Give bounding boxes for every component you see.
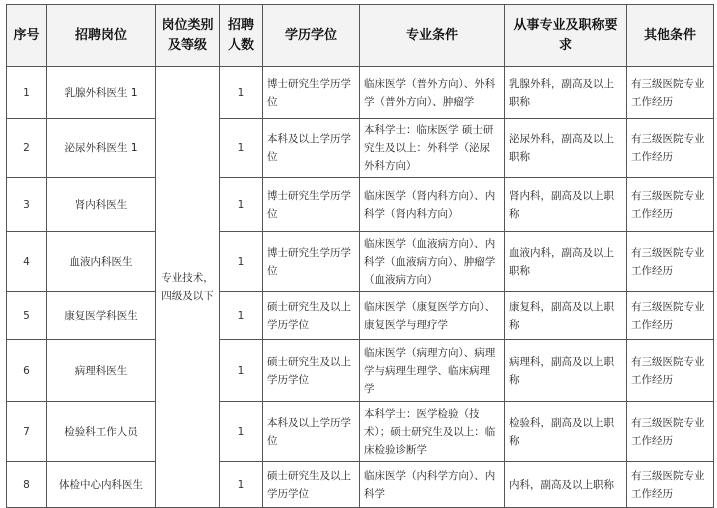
row-position: 血液内科医生 xyxy=(47,232,156,292)
header-row xyxy=(7,5,714,67)
row-major: 临床医学（血液病方向）、内科学（血液病方向）、肿瘤学（血液病方向） xyxy=(360,232,505,292)
row-education: 博士研究生学历学位 xyxy=(263,178,360,232)
header-other: 其他条件 xyxy=(627,5,714,67)
row-count: 1 xyxy=(220,232,263,292)
table-row xyxy=(7,340,714,402)
table-row xyxy=(7,462,714,508)
row-position: 康复医学科医生 xyxy=(47,292,156,340)
row-education: 硕士研究生及以上学历学位 xyxy=(263,340,360,402)
row-major: 临床医学（肾内科方向）、内科学（肾内科方向） xyxy=(360,178,505,232)
row-count: 1 xyxy=(220,402,263,462)
row-title-req: 病理科，副高及以上职称 xyxy=(505,340,627,402)
row-title-req: 泌尿外科，副高及以上职称 xyxy=(505,119,627,178)
row-position: 乳腺外科医生 1 xyxy=(47,67,156,119)
row-no: 2 xyxy=(7,119,47,178)
table-row xyxy=(7,119,714,178)
row-title-req: 乳腺外科，副高及以上职称 xyxy=(505,67,627,119)
header-position: 招聘岗位 xyxy=(47,5,156,67)
table-row xyxy=(7,67,714,119)
row-position: 肾内科医生 xyxy=(47,178,156,232)
row-no: 3 xyxy=(7,178,47,232)
row-position: 泌尿外科医生 1 xyxy=(47,119,156,178)
row-other: 有三级医院专业工作经历 xyxy=(627,340,714,402)
recruitment-table xyxy=(6,4,714,508)
row-major: 临床医学（康复医学方向）、康复医学与理疗学 xyxy=(360,292,505,340)
table-row xyxy=(7,232,714,292)
row-no: 4 xyxy=(7,232,47,292)
row-no: 5 xyxy=(7,292,47,340)
row-count: 1 xyxy=(220,119,263,178)
row-other: 有三级医院专业工作经历 xyxy=(627,292,714,340)
row-count: 1 xyxy=(220,292,263,340)
row-position: 检验科工作人员 xyxy=(47,402,156,462)
header-no: 序号 xyxy=(7,5,47,67)
row-count: 1 xyxy=(220,462,263,508)
row-count: 1 xyxy=(220,340,263,402)
row-title-req: 肾内科，副高及以上职称 xyxy=(505,178,627,232)
table-row xyxy=(7,402,714,462)
row-no: 8 xyxy=(7,462,47,508)
row-major: 临床医学（内科学方向）、内科学 xyxy=(360,462,505,508)
row-education: 博士研究生学历学位 xyxy=(263,67,360,119)
header-count: 招聘人数 xyxy=(220,5,263,67)
row-no: 7 xyxy=(7,402,47,462)
row-title-req: 内科，副高及以上职称 xyxy=(505,462,627,508)
row-education: 硕士研究生及以上学历学位 xyxy=(263,292,360,340)
header-category: 岗位类别及等级 xyxy=(156,5,220,67)
row-title-req: 血液内科，副高及以上职称 xyxy=(505,232,627,292)
row-education: 博士研究生学历学位 xyxy=(263,232,360,292)
row-other: 有三级医院专业工作经历 xyxy=(627,402,714,462)
row-education: 本科及以上学历学位 xyxy=(263,119,360,178)
row-count: 1 xyxy=(220,67,263,119)
row-major: 本科学士：临床医学 硕士研究生及以上：外科学（泌尿外科方向） xyxy=(360,119,505,178)
row-major: 临床医学（病理方向）、病理学与病理生理学、临床病理学 xyxy=(360,340,505,402)
table-row xyxy=(7,292,714,340)
row-no: 6 xyxy=(7,340,47,402)
row-major: 临床医学（普外方向）、外科学（普外方向）、肿瘤学 xyxy=(360,67,505,119)
row-education: 硕士研究生及以上学历学位 xyxy=(263,462,360,508)
row-position: 体检中心内科医生 xyxy=(47,462,156,508)
row-other: 有三级医院专业工作经历 xyxy=(627,178,714,232)
header-education: 学历学位 xyxy=(263,5,360,67)
row-major: 本科学士：医学检验（技术）；硕士研究生及以上：临床检验诊断学 xyxy=(360,402,505,462)
table-row xyxy=(7,178,714,232)
row-other: 有三级医院专业工作经历 xyxy=(627,462,714,508)
row-other: 有三级医院专业工作经历 xyxy=(627,232,714,292)
row-count: 1 xyxy=(220,178,263,232)
row-title-req: 康复科，副高及以上职称 xyxy=(505,292,627,340)
header-title-req: 从事专业及职称要求 xyxy=(505,5,627,67)
row-title-req: 检验科，副高及以上职称 xyxy=(505,402,627,462)
row-no: 1 xyxy=(7,67,47,119)
category-merged: 专业技术，四级及以下 xyxy=(156,67,220,508)
row-other: 有三级医院专业工作经历 xyxy=(627,119,714,178)
row-position: 病理科医生 xyxy=(47,340,156,402)
row-other: 有三级医院专业工作经历 xyxy=(627,67,714,119)
row-education: 本科及以上学历学位 xyxy=(263,402,360,462)
header-major: 专业条件 xyxy=(360,5,505,67)
